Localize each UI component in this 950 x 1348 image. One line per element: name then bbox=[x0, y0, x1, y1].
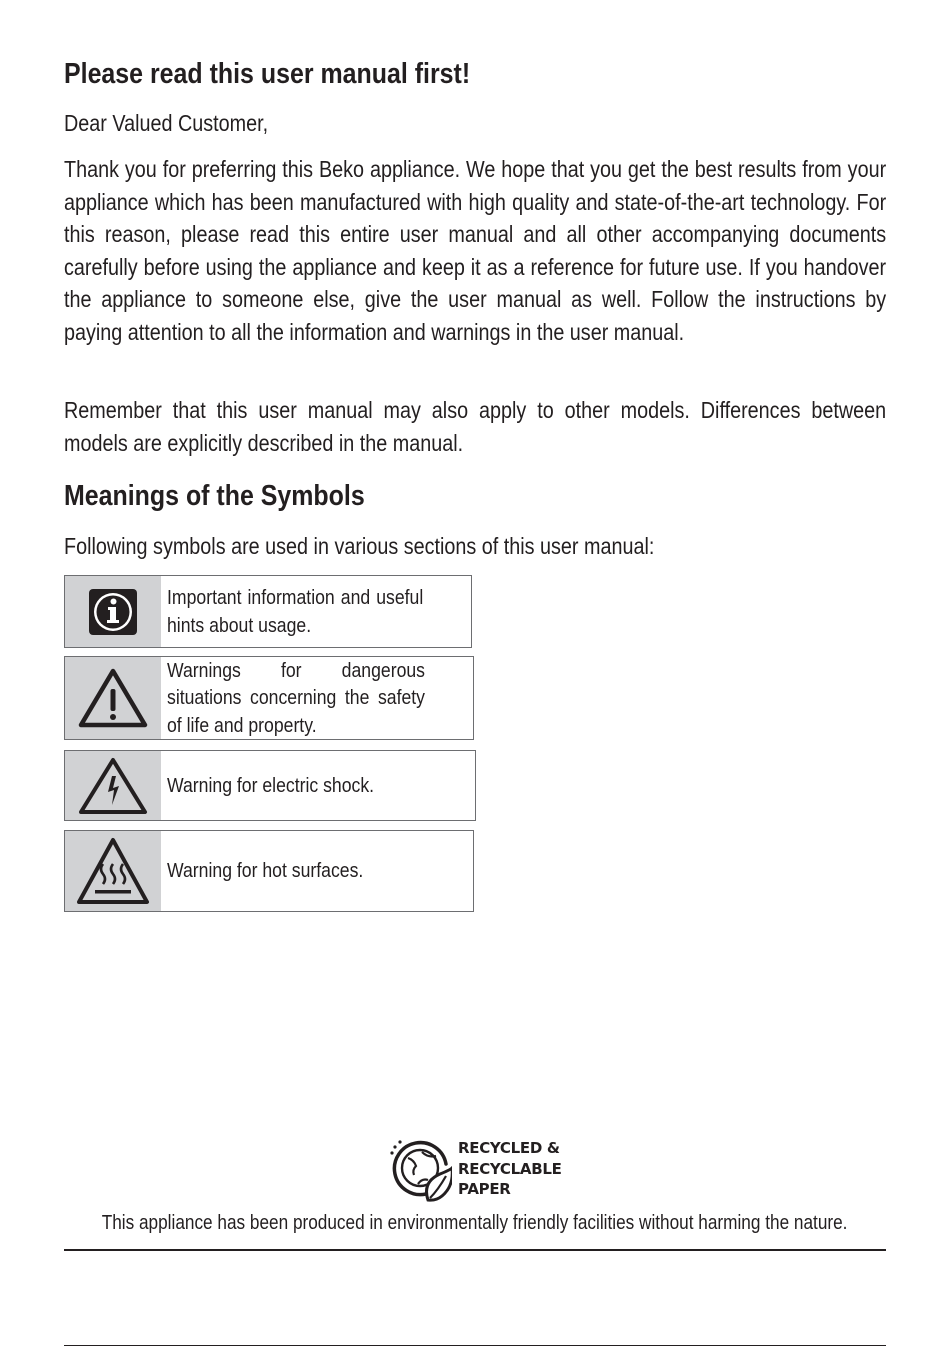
logo-text: RECYCLED & RECYCLABLE PAPER bbox=[458, 1139, 562, 1199]
symbol-row-warning bbox=[64, 656, 474, 740]
electric-shock-icon bbox=[65, 751, 161, 820]
footer-divider bbox=[64, 1249, 886, 1251]
symbol-row-electric-shock bbox=[64, 750, 476, 821]
recycled-paper-logo bbox=[388, 1134, 562, 1204]
symbol-row-hot-surface bbox=[64, 830, 474, 912]
symbol-row-info bbox=[64, 575, 472, 648]
symbol-text-hot-surface: Warning for hot surfaces. bbox=[167, 859, 364, 883]
symbol-text-info: Important information and useful hints about usage. bbox=[167, 586, 424, 637]
environment-statement: This appliance has been produced in environmentally friendly facilities without harming the nature. bbox=[102, 1212, 848, 1234]
bottom-divider bbox=[64, 1345, 886, 1346]
info-icon bbox=[65, 576, 161, 647]
warning-triangle-icon bbox=[65, 657, 161, 739]
symbol-text-electric-shock: Warning for electric shock. bbox=[167, 773, 375, 797]
symbols-lead: Following symbols are used in various sections of this user manual: bbox=[64, 533, 655, 559]
page-title: Please read this user manual first! bbox=[64, 58, 471, 90]
globe-leaf-icon bbox=[388, 1134, 452, 1204]
greeting: Dear Valued Customer, bbox=[64, 110, 269, 136]
models-note-paragraph: Remember that this user manual may also apply to other models. Differences between models are explicitly described in the manual. bbox=[64, 397, 887, 456]
symbol-text-warning: Warnings for dangerous situations concerning the safety of life and property. bbox=[167, 658, 425, 737]
symbols-heading: Meanings of the Symbols bbox=[64, 480, 365, 512]
hot-surface-icon bbox=[65, 831, 161, 911]
intro-paragraph: Thank you for preferring this Beko appliance. We hope that you get the best results from your appliance which has been manufactured with high quality and state-of-the-art technology. For this reason, please read this entire user manual and all other accompanying documents carefully before using the appliance and keep it as a reference for future use. If you handover the appliance to someone else, give the user manual as well. Follow the instructions by paying attention to all the information and warnings in the user manual. bbox=[64, 156, 887, 345]
